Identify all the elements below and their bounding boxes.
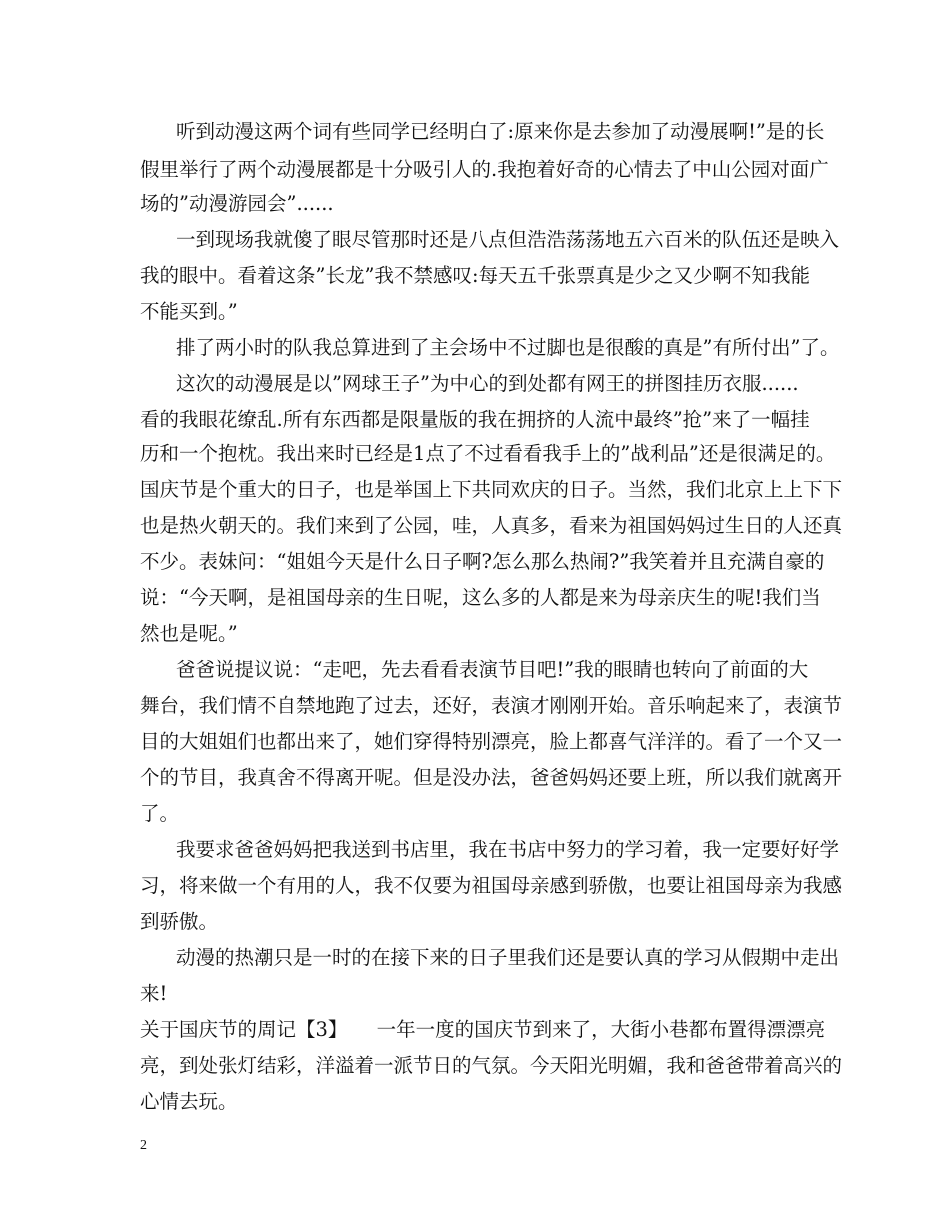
text-line: 了。 xyxy=(140,802,180,825)
text-line: 心情去玩。 xyxy=(140,1090,238,1113)
text-line: 场的”动漫游园会”...... xyxy=(140,192,334,215)
text-line: 假里举行了两个动漫展都是十分吸引人的.我抱着好奇的心情去了中山公园对面广 xyxy=(140,158,829,181)
text-line: 到骄傲。 xyxy=(140,910,219,933)
text-line: 我的眼中。看着这条”长龙”我不禁感叹:每天五千张票真是少之又少啊不知我能 xyxy=(140,264,811,287)
text-line: 来! xyxy=(140,982,168,1005)
text-line: 历和一个抱枕。我出来时已经是1点了不过看看我手上的”战利品”还是很满足的。 xyxy=(140,442,836,465)
text-line: 目的大姐姐们也都出来了，她们穿得特别漂亮，脸上都喜气洋洋的。看了一个又一 xyxy=(140,730,843,753)
text-line: 说：“今天啊，是祖国母亲的生日呢，这么多的人都是来为母亲庆生的呢!我们当 xyxy=(140,586,821,609)
text-line: 亮，到处张灯结彩，洋溢着一派节日的气氛。今天阳光明媚，我和爸爸带着高兴的 xyxy=(140,1054,843,1077)
text-line: 一到现场我就傻了眼尽管那时还是八点但浩浩荡荡地五六百米的队伍还是映入 xyxy=(176,228,840,251)
text-line: 然也是呢。” xyxy=(140,622,238,645)
text-line: 个的节目，我真舍不得离开呢。但是没办法，爸爸妈妈还要上班，所以我们就离开 xyxy=(140,766,843,789)
text-line: 这次的动漫展是以”网球王子”为中心的到处都有网王的拼图挂历衣服...... xyxy=(176,372,799,395)
text-line: 排了两小时的队我总算进到了主会场中不过脚也是很酸的真是”有所付出”了。 xyxy=(176,336,840,359)
text-line: 国庆节是个重大的日子，也是举国上下共同欢庆的日子。当然，我们北京上上下下 xyxy=(140,478,843,501)
text-line: 也是热火朝天的。我们来到了公园，哇，人真多，看来为祖国妈妈过生日的人还真 xyxy=(140,514,843,537)
text-line: 动漫的热潮只是一时的在接下来的日子里我们还是要认真的学习从假期中走出 xyxy=(176,946,840,969)
text-line: 不能买到。” xyxy=(140,300,238,323)
text-line: 舞台，我们情不自禁地跑了过去，还好，表演才刚刚开始。音乐响起来了，表演节 xyxy=(140,694,843,717)
text-line: 爸爸说提议说：“走吧，先去看看表演节目吧!”我的眼睛也转向了前面的大 xyxy=(176,658,809,681)
text-line: 不少。表妹问：“姐姐今天是什么日子啊?怎么那么热闹?”我笑着并且充满自豪的 xyxy=(140,550,825,573)
page-number: 2 xyxy=(140,1138,147,1153)
text-line: 我要求爸爸妈妈把我送到书店里，我在书店中努力的学习着，我一定要好好学 xyxy=(176,838,840,861)
text-line: 看的我眼花缭乱.所有东西都是限量版的我在拥挤的人流中最终”抢”来了一幅挂 xyxy=(140,408,810,431)
text-line: 习，将来做一个有用的人，我不仅要为祖国母亲感到骄傲，也要让祖国母亲为我感 xyxy=(140,874,843,897)
text-line: 关于国庆节的周记【3】 一年一度的国庆节到来了，大街小巷都布置得漂漂亮 xyxy=(140,1018,826,1041)
text-line: 听到动漫这两个词有些同学已经明白了:原来你是去参加了动漫展啊!”是的长 xyxy=(176,120,825,143)
